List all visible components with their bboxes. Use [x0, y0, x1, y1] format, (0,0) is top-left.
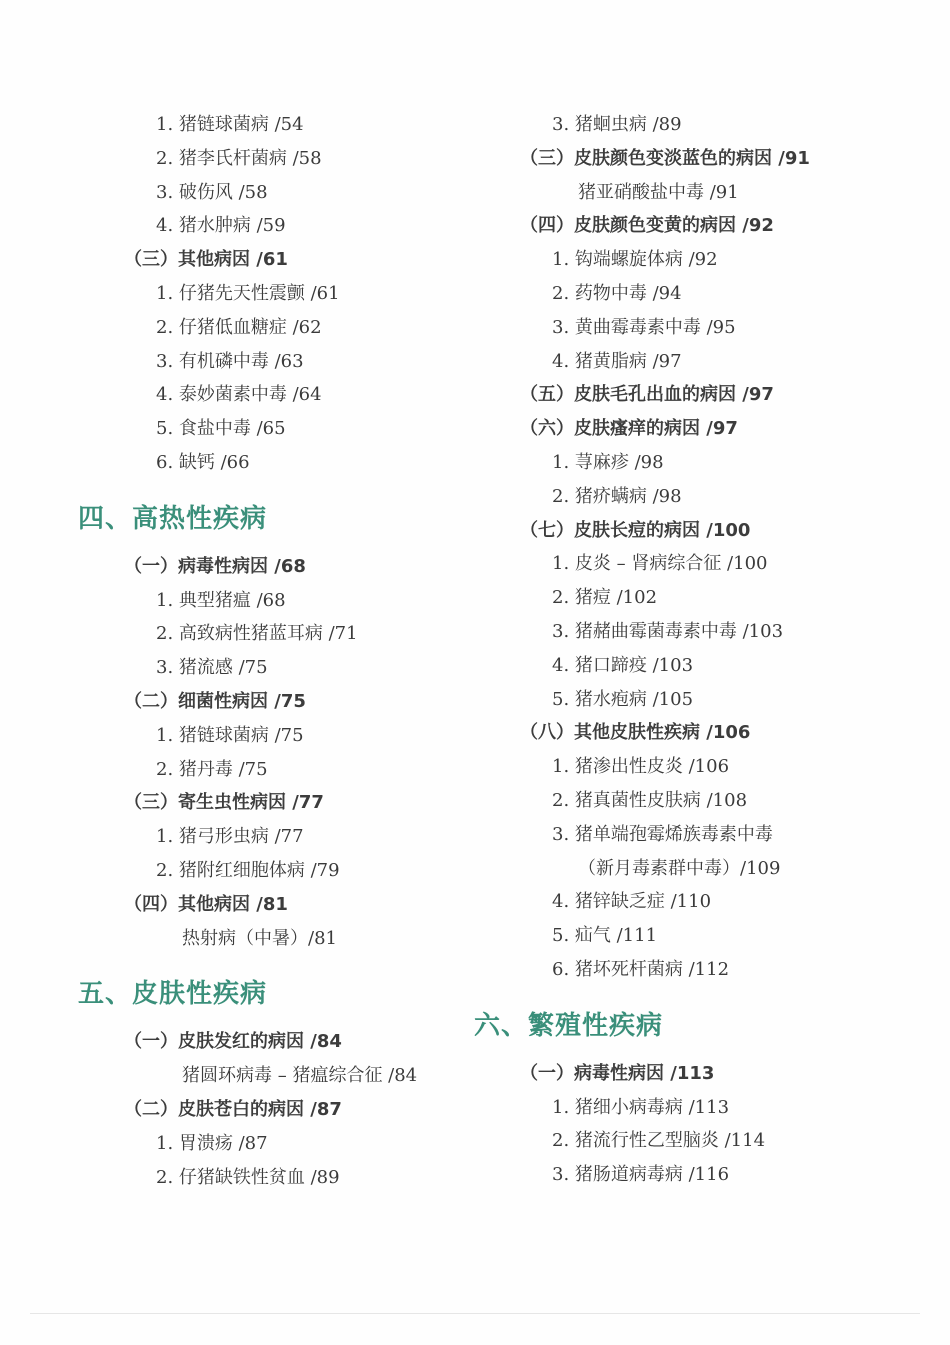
toc-entry: 1. 荨麻疹 /98 [552, 451, 664, 473]
toc-entry: 3. 黄曲霉毒素中毒 /95 [552, 316, 736, 338]
toc-entry: 2. 高致病性猪蓝耳病 /71 [156, 623, 358, 645]
bottom-divider [30, 1313, 920, 1314]
toc-entry: 3. 有机磷中毒 /63 [156, 350, 304, 372]
toc-entry: 2. 仔猪缺铁性贫血 /89 [156, 1166, 340, 1188]
section-heading: （三）其他病因 /61 [124, 249, 288, 271]
toc-entry: 3. 猪单端孢霉烯族毒素中毒 [552, 823, 773, 845]
toc-entry: 4. 猪口蹄疫 /103 [552, 654, 694, 676]
toc-right-column [474, 108, 934, 1192]
toc-entry: 2. 猪流行性乙型脑炎 /114 [552, 1130, 766, 1152]
toc-entry: 3. 猪赭曲霉菌毒素中毒 /103 [552, 620, 784, 642]
section-heading: （四）其他病因 /81 [124, 893, 288, 915]
toc-entry: 1. 典型猪瘟 /68 [156, 589, 286, 611]
toc-entry: 2. 猪痘 /102 [552, 587, 658, 609]
section-heading: （七）皮肤长痘的病因 /100 [520, 519, 751, 541]
toc-entry: 1. 猪细小病毒病 /113 [552, 1096, 730, 1118]
toc-entry: 4. 泰妙菌素中毒 /64 [156, 384, 322, 406]
toc-entry: 2. 猪李氏杆菌病 /58 [156, 147, 322, 169]
toc-entry: 2. 猪疥螨病 /98 [552, 485, 682, 507]
chapter-heading: 五、皮肤性疾病 [78, 979, 268, 1010]
chapter-heading: 六、繁殖性疾病 [474, 1010, 664, 1041]
toc-entry: 5. 疝气 /111 [552, 925, 658, 947]
toc-entry: 3. 猪肠道病毒病 /116 [552, 1164, 730, 1186]
toc-entry: 猪亚硝酸盐中毒 /91 [578, 181, 739, 203]
section-heading: （一）皮肤发红的病因 /84 [124, 1031, 342, 1053]
toc-entry: 1. 猪渗出性皮炎 /106 [552, 756, 730, 778]
toc-entry: 2. 仔猪低血糖症 /62 [156, 316, 322, 338]
toc-entry: 1. 猪弓形虫病 /77 [156, 826, 304, 848]
toc-entry: 2. 猪丹毒 /75 [156, 758, 268, 780]
section-heading: （二）皮肤苍白的病因 /87 [124, 1098, 342, 1120]
toc-entry: 1. 猪链球菌病 /75 [156, 724, 304, 746]
chapter-heading: 四、高热性疾病 [78, 503, 268, 534]
toc-entry: 1. 钩端螺旋体病 /92 [552, 249, 718, 271]
toc-entry: 1. 皮炎 – 肾病综合征 /100 [552, 553, 768, 575]
toc-entry: 6. 猪坏死杆菌病 /112 [552, 958, 730, 980]
toc-entry: 热射病（中暑）/81 [182, 927, 337, 949]
toc-entry: 猪圆环病毒 – 猪瘟综合征 /84 [182, 1065, 418, 1087]
toc-entry: 2. 猪附红细胞体病 /79 [156, 859, 340, 881]
section-heading: （一）病毒性病因 /113 [520, 1062, 715, 1084]
toc-entry: 5. 食盐中毒 /65 [156, 418, 286, 440]
toc-entry: 3. 破伤风 /58 [156, 181, 268, 203]
section-heading: （八）其他皮肤性疾病 /106 [520, 722, 751, 744]
toc-entry: 2. 药物中毒 /94 [552, 282, 682, 304]
section-heading: （五）皮肤毛孔出血的病因 /97 [520, 384, 774, 406]
toc-entry: 1. 胃溃疡 /87 [156, 1132, 268, 1154]
section-heading: （二）细菌性病因 /75 [124, 690, 306, 712]
toc-entry: 4. 猪锌缺乏症 /110 [552, 891, 712, 913]
toc-entry: 1. 猪链球菌病 /54 [156, 114, 304, 135]
toc-entry: 3. 猪蛔虫病 /89 [552, 114, 682, 135]
section-heading: （三）寄生虫性病因 /77 [124, 792, 324, 814]
toc-entry: 4. 猪黄脂病 /97 [552, 350, 682, 372]
section-heading: （三）皮肤颜色变淡蓝色的病因 /91 [520, 147, 810, 169]
section-heading: （六）皮肤瘙痒的病因 /97 [520, 418, 738, 440]
section-heading: （一）病毒性病因 /68 [124, 555, 306, 577]
section-heading: （四）皮肤颜色变黄的病因 /92 [520, 215, 774, 237]
toc-entry-continuation: （新月毒素群中毒）/109 [578, 857, 781, 879]
toc-entry: 2. 猪真菌性皮肤病 /108 [552, 789, 748, 811]
toc-entry: 4. 猪水肿病 /59 [156, 215, 286, 237]
toc-left-column [78, 108, 498, 1194]
toc-entry: 3. 猪流感 /75 [156, 657, 268, 679]
toc-entry: 1. 仔猪先天性震颤 /61 [156, 282, 340, 304]
toc-entry: 6. 缺钙 /66 [156, 451, 250, 473]
toc-entry: 5. 猪水疱病 /105 [552, 688, 694, 710]
